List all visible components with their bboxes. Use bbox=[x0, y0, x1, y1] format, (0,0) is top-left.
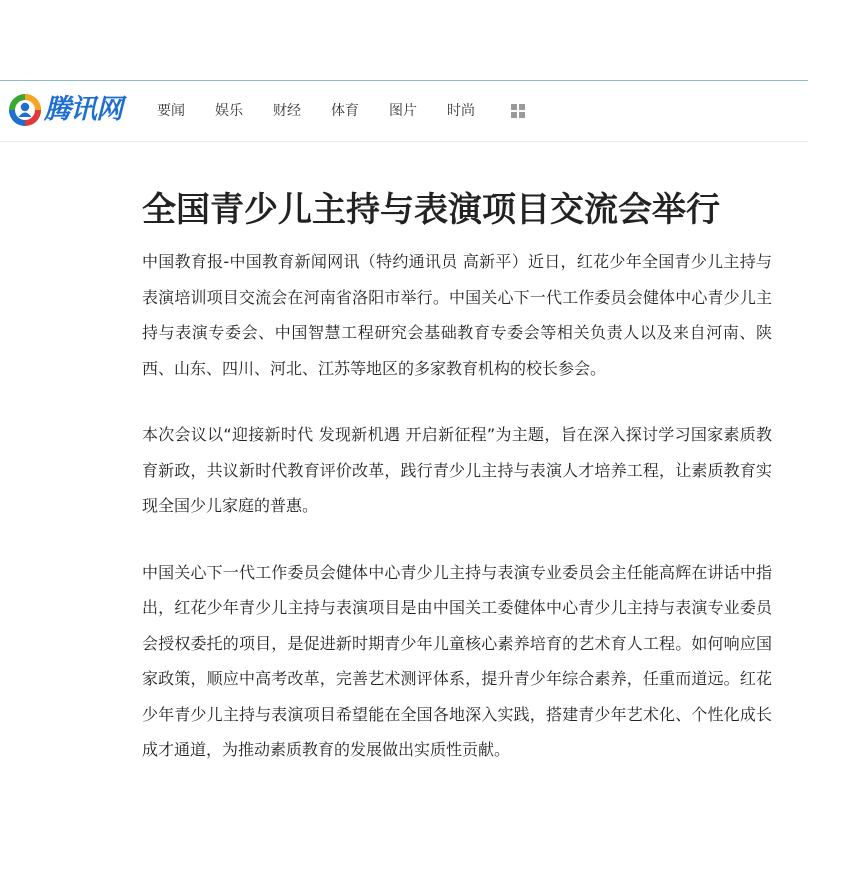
tencent-logo-icon bbox=[8, 93, 42, 127]
main-nav bbox=[157, 81, 525, 141]
nav-item-sports[interactable]: 体育 bbox=[331, 103, 359, 119]
article-paragraph: 中国关心下一代工作委员会健体中心青少儿主持与表演专业委员会主任能高辉在讲话中指出，红花少年青少儿主持与表演项目是由中国关工委健体中心青少儿主持与表演专业委员会授权委托的项目，是促进新时期青少年儿童核心素养培育的艺术育人工程。如何响应国家政策，顺应中高考改革，完善艺术测评体系，提升青少年综合素养，任重而道远。红花少年青少儿主持与表演项目希望能在全国各地深入实践，搭建青少年艺术化、个性化成长成才通道，为推动素质教育的发展做出实质性贡献。 bbox=[142, 562, 772, 759]
logo-text: 腾讯网 bbox=[44, 94, 122, 125]
article bbox=[142, 186, 772, 768]
article-paragraph: 中国教育报-中国教育新闻网讯（特约通讯员 高新平）近日，红花少年全国青少儿主持与表演培训项目交流会在河南省洛阳市举行。中国关心下一代工作委员会健体中心青少儿主持与表演专委会、中国智慧工程研究会基础教育专委会等相关负责人以及来自河南、陕西、山东、四川、河北、江苏等地区的多家教育机构的校长参会。 bbox=[142, 252, 772, 378]
article-title: 全国青少儿主持与表演项目交流会举行 bbox=[142, 190, 720, 230]
nav-item-finance[interactable]: 财经 bbox=[273, 103, 301, 119]
site-header bbox=[0, 80, 808, 142]
nav-item-entertainment[interactable]: 娱乐 bbox=[215, 103, 243, 119]
nav-item-news[interactable]: 要闻 bbox=[157, 103, 185, 119]
nav-item-photos[interactable]: 图片 bbox=[389, 103, 417, 119]
site-logo[interactable] bbox=[8, 90, 122, 130]
grid-icon[interactable] bbox=[511, 104, 525, 118]
article-paragraph: 本次会议以“迎接新时代 发现新机遇 开启新征程”为主题，旨在深入探讨学习国家素质教育新政，共议新时代教育评价改革，践行青少儿主持与表演人才培养工程，让素质教育实现全国少儿家庭的普惠。 bbox=[142, 425, 772, 515]
nav-item-fashion[interactable]: 时尚 bbox=[447, 103, 475, 119]
